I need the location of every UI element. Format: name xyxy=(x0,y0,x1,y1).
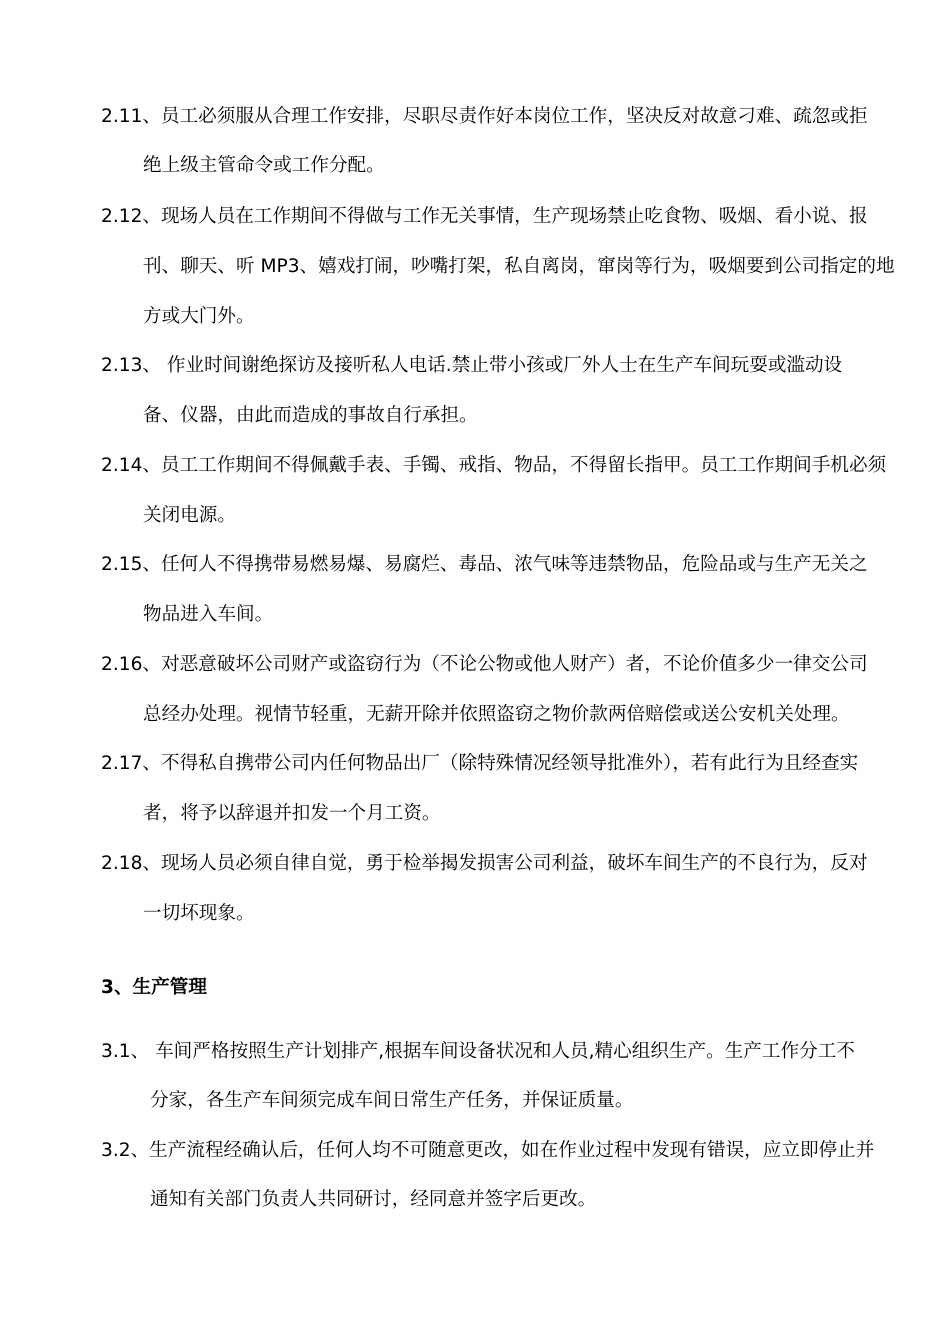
paragraph-3-2-line-2: 通知有关部门负责人共同研讨，经同意并签字后更改。 xyxy=(150,1189,597,1210)
paragraph-2-15-line-2: 物品进入车间。 xyxy=(143,604,274,625)
paragraph-2-13-line-2: 备、仪器，由此而造成的事故自行承担。 xyxy=(143,405,478,426)
paragraph-2-14-line-1: 2.14、员工工作期间不得佩戴手表、手镯、戒指、物品，不得留长指甲。员工工作期间手机必须 xyxy=(101,455,887,476)
paragraph-2-17-line-1: 2.17、不得私自携带公司内任何物品出厂（除特殊情况经领导批准外），若有此行为且经查实 xyxy=(101,753,859,774)
paragraph-2-18-line-2: 一切坏现象。 xyxy=(143,903,255,924)
paragraph-2-11-line-2: 绝上级主管命令或工作分配。 xyxy=(143,155,385,176)
paragraph-3-2-line-1: 3.2、生产流程经确认后，任何人均不可随意更改，如在作业过程中发现有错误，应立即停止并 xyxy=(101,1140,875,1161)
section-heading: 3、生产管理 xyxy=(101,977,207,998)
paragraph-2-15-line-1: 2.15、任何人不得携带易燃易爆、易腐烂、毒品、浓气味等违禁物品，危险品或与生产无关之 xyxy=(101,554,868,575)
paragraph-2-13-line-1: 2.13、 作业时间谢绝探访及接听私人电话.禁止带小孩或厂外人士在生产车间玩耍或滥动设 xyxy=(101,355,843,376)
paragraph-2-18-line-1: 2.18、现场人员必须自律自觉，勇于检举揭发损害公司利益，破坏车间生产的不良行为，反对 xyxy=(101,853,868,874)
paragraph-3-1-line-1: 3.1、 车间严格按照生产计划排产,根据车间设备状况和人员,精心组织生产。生产工作分工不 xyxy=(101,1041,855,1062)
paragraph-2-12-line-2: 刊、聊天、听 MP3、嬉戏打闹，吵嘴打架，私自离岗，窜岗等行为，吸烟要到公司指定的地 xyxy=(143,256,895,277)
paragraph-2-12-line-1: 2.12、现场人员在工作期间不得做与工作无关事情，生产现场禁止吃食物、吸烟、看小说、报 xyxy=(101,206,868,227)
paragraph-3-1-line-2: 分家，各生产车间须完成车间日常生产任务，并保证质量。 xyxy=(150,1090,634,1111)
paragraph-2-14-line-2: 关闭电源。 xyxy=(143,505,236,526)
paragraph-2-12-line-3: 方或大门外。 xyxy=(143,306,255,327)
paragraph-2-16-line-1: 2.16、对恶意破坏公司财产或盗窃行为（不论公物或他人财产）者，不论价值多少一律交公司 xyxy=(101,654,868,675)
paragraph-2-17-line-2: 者，将予以辞退并扣发一个月工资。 xyxy=(143,803,441,824)
paragraph-2-16-line-2: 总经办处理。视情节轻重，无薪开除并依照盗窃之物价款两倍赔偿或送公安机关处理。 xyxy=(143,704,850,725)
paragraph-2-11-line-1: 2.11、员工必须服从合理工作安排，尽职尽责作好本岗位工作，坚决反对故意刁难、疏忽或拒 xyxy=(101,106,868,127)
